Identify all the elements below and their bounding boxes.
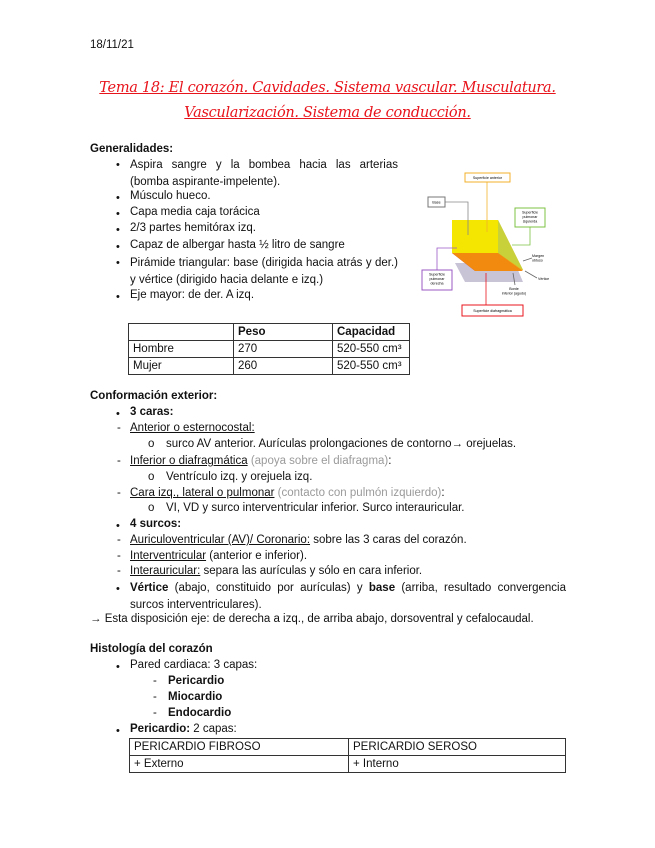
surco-iv [130, 550, 307, 562]
pericardio-label: Pericardio: [130, 723, 191, 735]
cara-anterior-label: Anterior o esternocostal: [130, 422, 255, 434]
cara-lateral-label: Cara izq., lateral o pulmonar [130, 487, 275, 499]
label-pulmonar-der-1: Superficie [429, 272, 445, 277]
list-item: Aspira sangre y la bombea hacia las arterias (bomba aspirante-impelente). [130, 159, 398, 188]
bullet: • [116, 661, 120, 673]
bullet: • [116, 241, 120, 253]
table-row [129, 358, 410, 375]
table-row [130, 756, 566, 773]
capa-item: Pericardio [168, 675, 225, 687]
table-header-row [130, 739, 566, 756]
bullet: • [116, 224, 120, 236]
dash: - [117, 534, 121, 546]
label-base: Base [432, 200, 441, 205]
bullet: • [116, 208, 120, 220]
dash: - [117, 565, 121, 577]
caras-label: 3 caras: [130, 406, 174, 418]
surco-iv-label: Interventricular [130, 550, 207, 562]
label-borde-1: Borde [509, 287, 519, 291]
bullet: • [116, 257, 120, 269]
cara-lateral-note: (contacto con pulmón izquierdo) [274, 487, 442, 499]
list-item: Pirámide triangular: base (dirigida hacia atrás y der.) y vértice (dirigido hacia delante e izq.) [130, 257, 398, 286]
table-cell: + Externo [130, 756, 349, 773]
section-heading-conformacion: Conformación exterior: [90, 390, 218, 402]
sub-bullet: o [148, 471, 155, 483]
table-cell: Mujer [129, 358, 234, 375]
table-cell: Hombre [129, 341, 234, 358]
label-pulmonar-der-2: pulmonar [429, 277, 445, 281]
dash: - [153, 707, 157, 719]
page-title-line1: Tema 18: El corazón. Cavidades. Sistema vascular. Musculatura. [99, 80, 556, 96]
bullet: • [116, 408, 120, 420]
vertice-bold: Vértice [130, 582, 169, 594]
table-cell: 260 [234, 358, 333, 375]
table-header: Peso [234, 324, 333, 341]
heart-prism-diagram [415, 160, 575, 325]
label-diafragmatica: Superficie diafragmática [473, 309, 512, 313]
dash: - [117, 455, 121, 467]
list-item: Capa media caja torácica [130, 206, 260, 218]
pericardio-text: 2 capas: [190, 723, 237, 735]
pericardio-capas [130, 723, 237, 735]
cara-anterior-detail: surco AV anterior. Aurículas prolongaciones de contorno→ orejuelas. [166, 438, 517, 450]
dash: - [117, 487, 121, 499]
heart-size-table [128, 323, 410, 375]
table-row [129, 341, 410, 358]
dash: - [153, 691, 157, 703]
vertice-text: (abajo, constituido por aurículas) y [168, 582, 369, 594]
table-header: PERICARDIO FIBROSO [130, 739, 349, 756]
label-vertice: Vértice [538, 277, 550, 281]
bullet: • [116, 291, 120, 303]
label-margen-1: Margen [532, 254, 545, 258]
table-header [129, 324, 234, 341]
list-item: Eje mayor: de der. A izq. [130, 289, 255, 301]
capa-item: Miocardio [168, 691, 223, 703]
sub-bullet: o [148, 502, 155, 514]
label-margen-2: obtuso [532, 258, 543, 263]
label-pulmonar-izq-3: izquierda [522, 219, 538, 224]
table-header: PERICARDIO SEROSO [349, 739, 566, 756]
bullet: • [116, 725, 120, 737]
label-pulmonar-izq-2: pulmonar [522, 215, 538, 219]
pared-cardiaca: Pared cardiaca: 3 capas: [130, 659, 258, 671]
cara-inferior: Inferior o diafragmática (apoya sobre el diafragma): [130, 455, 392, 467]
label-pulmonar-izq-1: Superficie [522, 210, 538, 215]
cara-lateral-detail: VI, VD y surco interventricular inferior. Surco interauricular. [166, 502, 465, 514]
sub-bullet: o [148, 438, 155, 450]
vertice-base [130, 580, 566, 613]
dash: - [117, 422, 121, 434]
table-cell: 520-550 cm³ [333, 358, 410, 375]
label-borde-2: inferior (agudo) [501, 291, 527, 296]
surco-av-text: sobre las 3 caras del corazón. [310, 534, 467, 546]
front-face [452, 220, 498, 253]
list-item: Capaz de albergar hasta ½ litro de sangre [130, 239, 345, 251]
list-item: 2/3 partes hemitórax izq. [130, 222, 256, 234]
surco-av-label: Auriculoventricular (AV)/ Coronario: [130, 534, 311, 546]
cara-inferior-detail: Ventrículo izq. y orejuela izq. [166, 471, 313, 483]
date: 18/11/21 [90, 39, 134, 51]
surco-av [130, 534, 467, 546]
list-item: Músculo hueco. [130, 190, 211, 202]
bullet: • [116, 583, 120, 595]
surco-ia-text: separa las aurículas y sólo en cara inferior. [200, 565, 423, 577]
dash: - [153, 675, 157, 687]
surco-ia [130, 565, 422, 577]
cara-inferior-note: (apoya sobre el diafragma) [247, 455, 389, 467]
base-bold: base [368, 582, 396, 594]
dash: - [117, 550, 121, 562]
cara-inferior-label: Inferior o diafragmática [130, 455, 248, 467]
cara-lateral: Cara izq., lateral o pulmonar (contacto con pulmón izquierdo): [130, 487, 445, 499]
table-header: Capacidad [333, 324, 410, 341]
table-header-row [129, 324, 410, 341]
label-superficie-anterior: Superficie anterior [472, 176, 503, 180]
surcos-label: 4 surcos: [130, 518, 182, 530]
pericardio-table [129, 738, 566, 773]
table-cell: 520-550 cm³ [333, 341, 410, 358]
bullet: • [116, 192, 120, 204]
section-heading-histologia: Histología del corazón [90, 643, 213, 655]
base-text: (arriba, resultado convergencia surcos interventriculares). [130, 582, 566, 611]
bullet: • [116, 520, 120, 532]
surco-iv-text: (anterior e inferior). [206, 550, 308, 562]
label-pulmonar-der-3: derecha [430, 281, 444, 286]
page-title-line2: Vascularización. Sistema de conducción. [184, 105, 471, 121]
surco-ia-label: Interauricular: [130, 565, 201, 577]
bullet: • [116, 159, 120, 171]
table-cell: 270 [234, 341, 333, 358]
table-cell: + Interno [349, 756, 566, 773]
capa-item: Endocardio [168, 707, 232, 719]
section-heading-generalidades: Generalidades: [90, 143, 174, 155]
eje-note: → Esta disposición eje: de derecha a izq., de arriba abajo, dorsoventral y cefalocaudal. [90, 613, 534, 625]
